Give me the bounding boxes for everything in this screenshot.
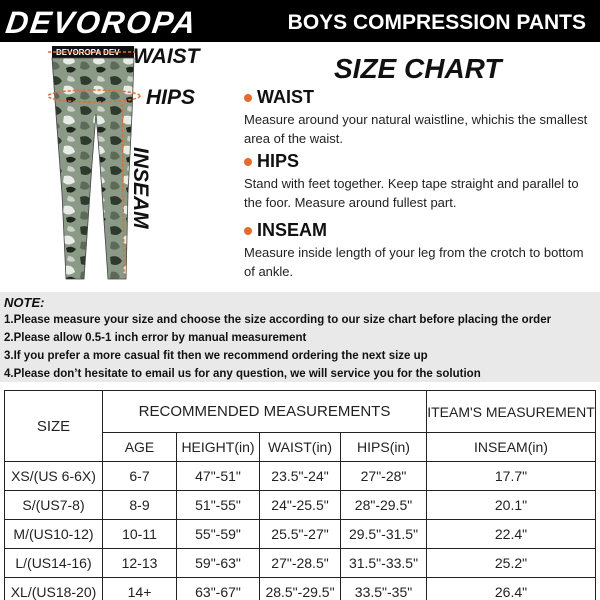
bullet-dot-icon [244, 158, 252, 166]
table-cell: 20.1" [427, 491, 596, 520]
table-row [5, 549, 596, 578]
notes-title: NOTE: [4, 295, 45, 310]
table-cell: 23.5"-24" [260, 462, 341, 491]
table-cell: 12-13 [103, 549, 177, 578]
brand-logo: DEVOROPA [3, 5, 200, 40]
table-cell: 63"-67" [177, 578, 260, 600]
table-cell: 24"-25.5" [260, 491, 341, 520]
column-header: HIPS(in) [341, 433, 427, 462]
iteam-header: ITEAM'S MEASUREMENT [427, 391, 596, 433]
size-cell: S/(US7-8) [5, 491, 103, 520]
table-cell: 14+ [103, 578, 177, 600]
table-row [5, 520, 596, 549]
table-cell: 27"-28" [341, 462, 427, 491]
measure-label: HIPS [257, 151, 300, 171]
size-table [4, 390, 596, 600]
header-title: BOYS COMPRESSION PANTS [287, 11, 586, 34]
size-chart-title: SIZE CHART [334, 53, 502, 84]
notes-section [0, 292, 600, 382]
measure-description: Measure inside length of your leg from the crotch to bottom of ankle. [244, 245, 584, 279]
column-header: AGE [103, 433, 177, 462]
size-cell: XS/(US 6-6X) [5, 462, 103, 491]
table-cell: 28.5"-29.5" [260, 578, 341, 600]
size-cell: L/(US14-16) [5, 549, 103, 578]
table-row [5, 462, 596, 491]
table-cell: 31.5"-33.5" [341, 549, 427, 578]
measure-description: Measure around your natural waistline, whichis the smallest area of the waist. [244, 112, 588, 146]
note-line: 4.Please don’t hesitate to email us for any question, we will service you for the solution [4, 368, 481, 380]
table-row [5, 578, 596, 600]
size-header: SIZE [5, 391, 103, 462]
waist-callout: WAIST [133, 45, 200, 68]
measure-description: Stand with feet together. Keep tape straight and parallel to the foor. Measure around fullest part. [244, 176, 579, 210]
table-cell: 51"-55" [177, 491, 260, 520]
bullet-dot-icon [244, 94, 252, 102]
table-cell: 8-9 [103, 491, 177, 520]
table-cell: 47"-51" [177, 462, 260, 491]
table-cell: 33.5"-35" [341, 578, 427, 600]
size-cell: XL/(US18-20) [5, 578, 103, 600]
recommended-header: RECOMMENDED MEASUREMENTS [103, 391, 427, 433]
table-cell: 25.2" [427, 549, 596, 578]
note-line: 3.If you prefer a more casual fit then we recommend ordering the next size up [4, 350, 428, 362]
hips-callout: HIPS [146, 86, 196, 109]
measure-label: WAIST [257, 87, 314, 107]
size-cell: M/(US10-12) [5, 520, 103, 549]
table-cell: 59"-63" [177, 549, 260, 578]
table-cell: 17.7" [427, 462, 596, 491]
table-cell: 22.4" [427, 520, 596, 549]
measure-inseam [244, 220, 594, 281]
table-cell: 25.5"-27" [260, 520, 341, 549]
measure-waist [244, 87, 594, 148]
measure-label: INSEAM [257, 220, 328, 240]
table-cell: 26.4" [427, 578, 596, 600]
header-bar [0, 0, 600, 42]
table-row [5, 491, 596, 520]
note-line: 1.Please measure your size and choose the size according to our size chart before placing the order [4, 314, 552, 326]
table-cell: 27"-28.5" [260, 549, 341, 578]
table-cell: 29.5"-31.5" [341, 520, 427, 549]
column-header: INSEAM(in) [427, 433, 596, 462]
column-header: HEIGHT(in) [177, 433, 260, 462]
bullet-dot-icon [244, 227, 252, 235]
measure-hips [244, 151, 594, 212]
inseam-callout: INSEAM [129, 147, 152, 229]
waistband-text: DEVOROPA DEV [56, 48, 120, 57]
table-cell: 55"-59" [177, 520, 260, 549]
column-header: WAIST(in) [260, 433, 341, 462]
note-line: 2.Please allow 0.5-1 inch error by manual measurement [4, 332, 307, 344]
table-cell: 6-7 [103, 462, 177, 491]
table-cell: 28"-29.5" [341, 491, 427, 520]
table-cell: 10-11 [103, 520, 177, 549]
